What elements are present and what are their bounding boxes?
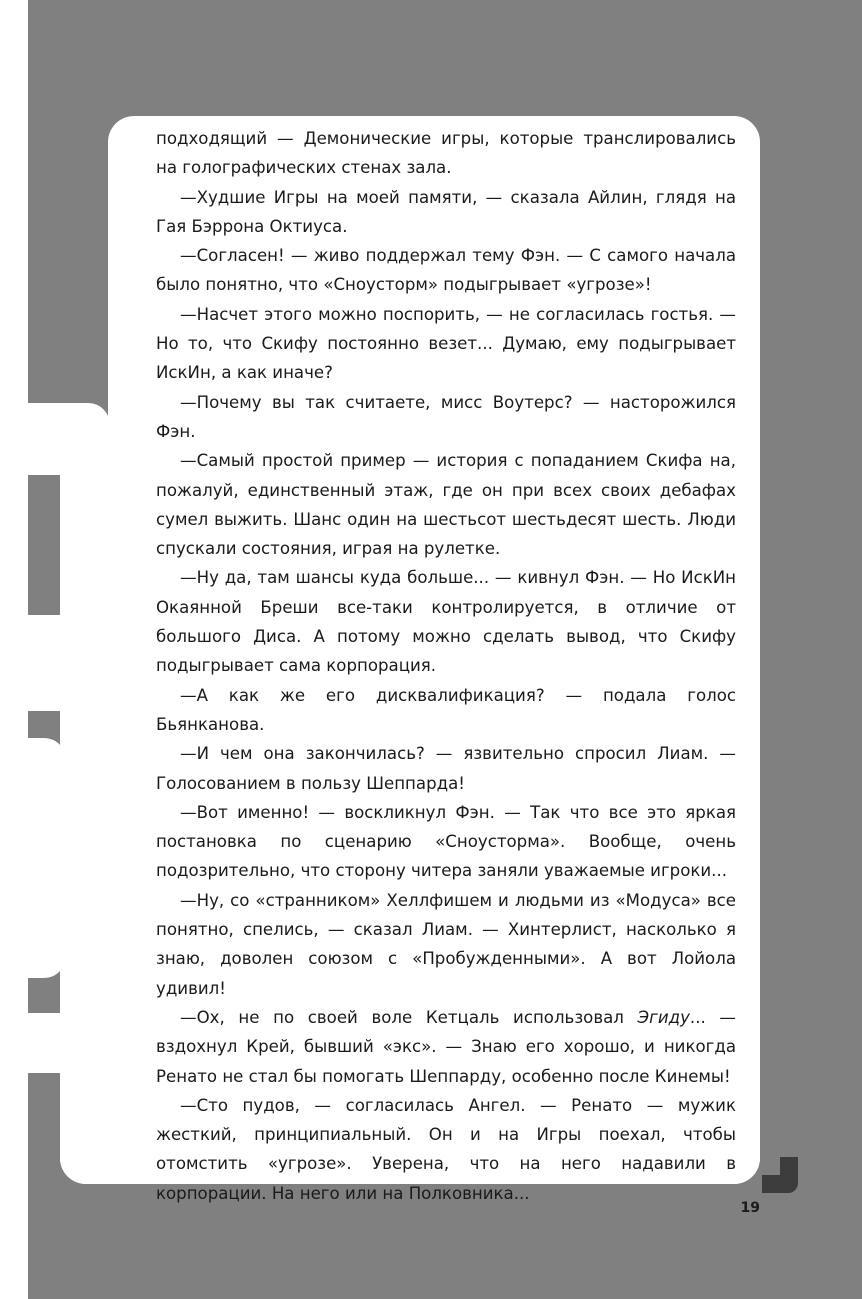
paragraph: —Ну да, там шансы куда больше... — кивнул Фэн. — Но ИскИн Окаянной Бреши все-таки контролируется, в отличие от большого Диса. А потому можно сделать вывод, что Скифу подыгрывает сама корпорация. (156, 568, 736, 676)
paragraph: —Насчет этого можно поспорить, — не согласилась гостья. — Но то, что Скифу постоянно везет... Думаю, ему подыгрывает ИскИн, а как иначе? (156, 304, 736, 383)
paragraph: —Ну, со «странником» Хеллфишем и людьми из «Модуса» все понятно, спелись, — сказал Лиам. — Хинтерлист, насколько я знаю, доволен союзом с «Пробужденными». А вот Лойола удивил! (156, 890, 736, 998)
decorative-block-3 (0, 738, 66, 978)
paragraph: —А как же его дисквалификация? — подала голос Бьянканова. (156, 685, 736, 734)
paragraph-with-italic: —Ох, не по своей воле Кетцаль использовал Эгиду... — вздохнул Крей, бывший «экс». — Знаю его хорошо, и никогда Ренато не стал бы помогать Шеппарду, особенно после Кинемы! (156, 1007, 736, 1086)
italic-term: Эгиду (637, 1007, 690, 1027)
page-number: 19 (740, 1200, 760, 1216)
paragraph: —Самый простой пример — история с попаданием Скифа на, пожалуй, единственный этаж, где он при всех своих дебафах сумел выжить. Шанс один на шестьсот шестьдесят шесть. Люди спускали состояния, играя на рулетке. (156, 451, 736, 559)
paragraph: —Сто пудов, — согласилась Ангел. — Ренато — мужик жесткий, принципиальный. Он и на Игры поехал, чтобы отомстить «угрозе». Уверена, что на него надавили в корпорации. На него или на Полковника... (156, 1095, 736, 1203)
paragraph: —И чем она закончилась? — язвительно спросил Лиам. — Голосованием в пользу Шеппарда! (156, 744, 736, 793)
paragraph: подходящий — Демонические игры, которые транслировались на голографических стенах зала. (156, 129, 736, 178)
paragraph: —Согласен! — живо поддержал тему Фэн. — С самого начала было понятно, что «Сноусторм» подыгрывает «угрозе»! (156, 246, 736, 295)
paragraph: —Худшие Игры на моей памяти, — сказала Айлин, глядя на Гая Бэррона Октиуса. (156, 187, 736, 236)
corner-fold-mark (762, 1157, 798, 1193)
page-body-text (156, 124, 736, 1208)
paragraph: —Почему вы так считаете, мисс Воутерс? — насторожился Фэн. (156, 392, 736, 441)
paragraph: —Вот именно! — воскликнул Фэн. — Так что все это яркая постановка по сценарию «Сноусторма». Вообще, очень подозрительно, что сторону читера заняли уважаемые игроки... (156, 802, 736, 881)
